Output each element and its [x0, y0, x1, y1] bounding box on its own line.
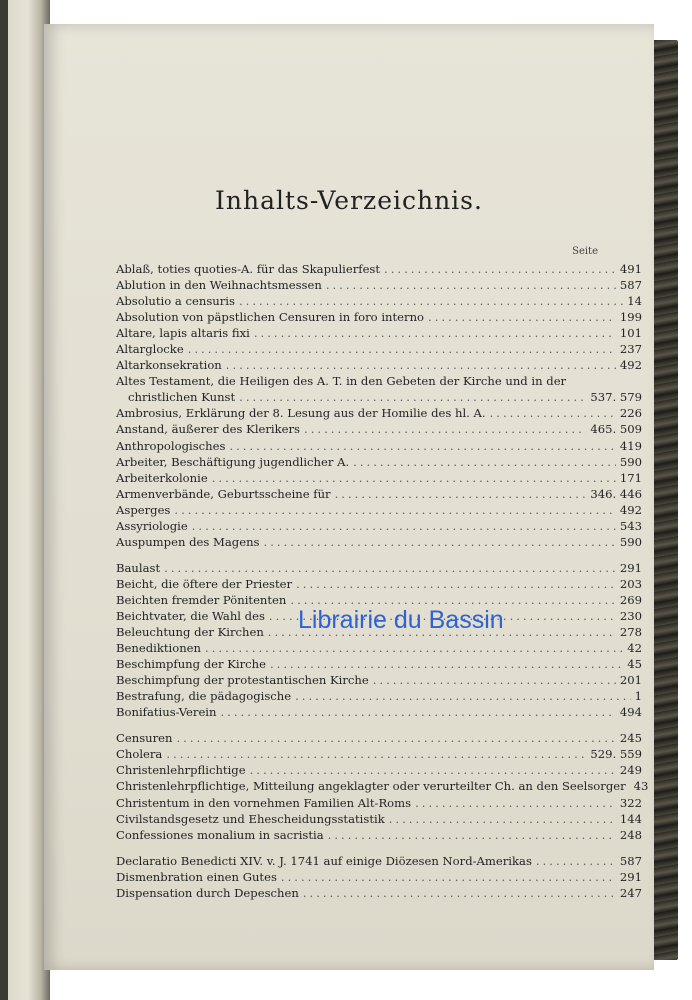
leader-dots [490, 405, 616, 421]
toc-entry-text: Declaratio Benedicti XIV. v. J. 1741 auf einige Diözesen Nord-Amerikas [116, 853, 532, 868]
toc-entry [116, 405, 642, 421]
toc-entry-text: Beleuchtung der Kirchen [116, 625, 264, 640]
toc-page-number: 42 [627, 641, 642, 656]
toc-entry [116, 421, 642, 437]
toc-entry-text: Altare, lapis altaris fixi [116, 326, 250, 341]
leader-dots [536, 853, 616, 869]
toc-entry-text: Benediktionen [116, 641, 202, 656]
toc-page-number: 45 [627, 657, 642, 672]
leader-dots [373, 672, 616, 688]
toc-entry-text: Civilstandsgesetz und Ehescheidungsstatistik [116, 811, 385, 826]
toc-entry-text: Anthropologisches [116, 438, 226, 453]
leader-dots [212, 470, 616, 486]
toc-entry-text: Ambrosius, Erklärung der 8. Lesung aus der Homilie des hl. A. [116, 406, 486, 421]
watermark: Librairie du Bassin [298, 606, 504, 634]
leader-dots [174, 502, 615, 518]
toc-page-number: 465. 509 [590, 422, 642, 437]
toc-entry [116, 534, 642, 550]
toc-entry-text: Bonifatius-Verein [116, 705, 217, 720]
toc-entry-text: Altes Testament, die Heiligen des A. T. in den Gebeten der Kirche und in der [116, 374, 567, 389]
leader-dots [226, 357, 616, 373]
toc-page-number: 43 [633, 779, 649, 794]
toc-entry-text: Anstand, äußerer des Klerikers [116, 422, 301, 437]
toc-page-number: 346. 446 [590, 486, 642, 501]
toc-page-number: 590 [619, 534, 642, 549]
toc-page-number: 237 [619, 342, 642, 357]
toc-page-number: 492 [619, 358, 642, 373]
toc-entry [116, 438, 642, 454]
toc-page-number: 590 [619, 454, 642, 469]
leader-dots [164, 560, 616, 576]
toc-page-number: 203 [619, 576, 642, 591]
toc-entry [116, 885, 642, 901]
toc-page-number: 587 [619, 853, 642, 868]
toc-entry [116, 730, 642, 746]
section-gap [116, 720, 642, 730]
leader-dots [415, 795, 616, 811]
toc-entry-text: Ablaß, toties quoties-A. für das Skapulierfest [116, 262, 381, 276]
book-cover-right [652, 40, 678, 960]
toc-page-number: 230 [619, 608, 642, 623]
toc-entry [116, 688, 642, 704]
toc-entry-text: Christenlehrpflichtige [116, 763, 246, 778]
toc-page-number: 101 [619, 326, 642, 341]
toc-entry-text: Bestrafung, die pädagogische [116, 689, 292, 704]
toc-entry-text: Absolution von päpstlichen Censuren in foro interno [116, 310, 425, 325]
toc-entry-text: christlichen Kunst [128, 390, 236, 405]
toc-entry [116, 811, 642, 827]
toc-page-number: 226 [619, 406, 642, 421]
leader-dots [326, 277, 616, 293]
toc-page-number: 171 [619, 470, 642, 485]
toc-entry-text: Cholera [116, 747, 163, 762]
toc-page-number: 249 [619, 763, 642, 778]
toc-entry [116, 454, 642, 470]
book-cover-edge [0, 0, 8, 1000]
leader-dots [295, 688, 631, 704]
toc-entry [116, 341, 642, 357]
leader-dots [296, 576, 616, 592]
toc-entry-text: Armenverbände, Geburtsscheine für [116, 486, 331, 501]
toc-entry [116, 827, 642, 843]
leader-dots [239, 293, 623, 309]
toc-entry-text: Arbeiterkolonie [116, 470, 208, 485]
toc-page-number: 1 [634, 689, 642, 704]
leader-dots [303, 885, 616, 901]
toc-page-number: 291 [619, 560, 642, 575]
leader-dots [205, 640, 623, 656]
toc-entry-text: Censuren [116, 731, 173, 746]
toc-entry-text: Beichten fremder Pönitenten [116, 592, 287, 607]
toc-page-number: 529. 559 [590, 747, 642, 762]
toc-entry-text: Beicht, die öftere der Priester [116, 576, 293, 591]
toc-entry [116, 357, 642, 373]
toc-page-number: 144 [619, 811, 642, 826]
toc-entry-text: Christentum in den vornehmen Familien Alt-Roms [116, 795, 412, 810]
toc-entry [116, 869, 642, 885]
toc-entry-text: Beschimpfung der protestantischen Kirche [116, 673, 369, 688]
toc-entry-text: Altarkonsekration [116, 358, 222, 373]
toc-page-number: 537. 579 [590, 390, 642, 405]
toc-page-number: 14 [627, 294, 642, 309]
toc-page-number: 278 [619, 625, 642, 640]
toc-entry [116, 470, 642, 486]
leader-dots [229, 438, 615, 454]
toc-entry [116, 640, 642, 656]
toc-entry-text: Assyriologie [116, 518, 188, 533]
toc-page-number: 248 [619, 827, 642, 842]
toc-page-number: 587 [619, 278, 642, 293]
section-gap [116, 843, 642, 853]
toc-entry-text: Baulast [116, 560, 161, 575]
leader-dots [328, 827, 616, 843]
page-title: Inhalts-Verzeichnis. [215, 186, 483, 215]
leader-dots [281, 869, 616, 885]
book-page [44, 24, 654, 970]
toc-entry-text: Beichtvater, die Wahl des [116, 608, 265, 623]
leader-dots [264, 534, 616, 550]
leader-dots [250, 762, 616, 778]
toc-entry-text: Beschimpfung der Kirche [116, 657, 266, 672]
toc-entry [116, 656, 642, 672]
toc-entry-text: Arbeiter, Beschäftigung jugendlicher A. [116, 454, 350, 469]
toc-page-number: 492 [619, 502, 642, 517]
toc-entry [116, 486, 642, 502]
toc-entry [116, 762, 642, 778]
toc-entry [116, 778, 649, 794]
toc-entry [116, 325, 642, 341]
toc-entry [116, 277, 642, 293]
section-gap [116, 550, 642, 560]
seite-label: Seite [572, 246, 598, 257]
toc-entry [116, 518, 642, 534]
leader-dots [220, 704, 615, 720]
toc-entry-text: Dismenbration einen Gutes [116, 869, 277, 884]
toc-page-number: 245 [619, 731, 642, 746]
toc-entry [116, 502, 642, 518]
toc-page-number: 543 [619, 518, 642, 533]
toc-entry [116, 261, 642, 277]
toc-page-number: 291 [619, 869, 642, 884]
leader-dots [192, 518, 616, 534]
toc-entry [116, 576, 642, 592]
toc-entry-text: Ablution in den Weihnachtsmessen [116, 278, 322, 293]
toc-entry-text: Absolutio a censuris [116, 294, 235, 309]
leader-dots [177, 730, 616, 746]
toc-entry-text: Confessiones monalium in sacristia [116, 827, 324, 842]
leader-dots [188, 341, 616, 357]
leader-dots [389, 811, 616, 827]
toc-entry [116, 746, 642, 762]
leader-dots [270, 656, 623, 672]
toc-entry [116, 309, 642, 325]
toc-entry-text: Asperges [116, 502, 171, 517]
table-of-contents [116, 261, 649, 901]
toc-entry [116, 672, 642, 688]
toc-entry [116, 795, 642, 811]
leader-dots [384, 261, 616, 277]
toc-entry-text: Auspumpen des Magens [116, 534, 260, 549]
toc-page-number: 491 [619, 262, 642, 276]
leader-dots [304, 421, 586, 437]
toc-entry [116, 389, 642, 405]
leader-dots [254, 325, 616, 341]
toc-entry [116, 704, 642, 720]
toc-entry-text: Dispensation durch Depeschen [116, 885, 299, 900]
toc-entry-text: Christenlehrpflichtige, Mitteilung angeklagter oder verurteilter Ch. an den Seelsorger [116, 779, 626, 794]
toc-page-number: 269 [619, 592, 642, 607]
toc-entry [116, 560, 642, 576]
leader-dots [335, 486, 587, 502]
toc-page-number: 201 [619, 673, 642, 688]
toc-page-number: 199 [619, 310, 642, 325]
toc-entry [116, 293, 642, 309]
toc-entry-text: Altarglocke [116, 342, 184, 357]
toc-page-number: 494 [619, 705, 642, 720]
toc-page-number: 247 [619, 885, 642, 900]
toc-page-number: 322 [619, 795, 642, 810]
toc-entry [116, 853, 642, 869]
leader-dots [353, 454, 616, 470]
leader-dots [428, 309, 616, 325]
toc-page-number: 419 [619, 438, 642, 453]
leader-dots [239, 389, 586, 405]
leader-dots [166, 746, 586, 762]
